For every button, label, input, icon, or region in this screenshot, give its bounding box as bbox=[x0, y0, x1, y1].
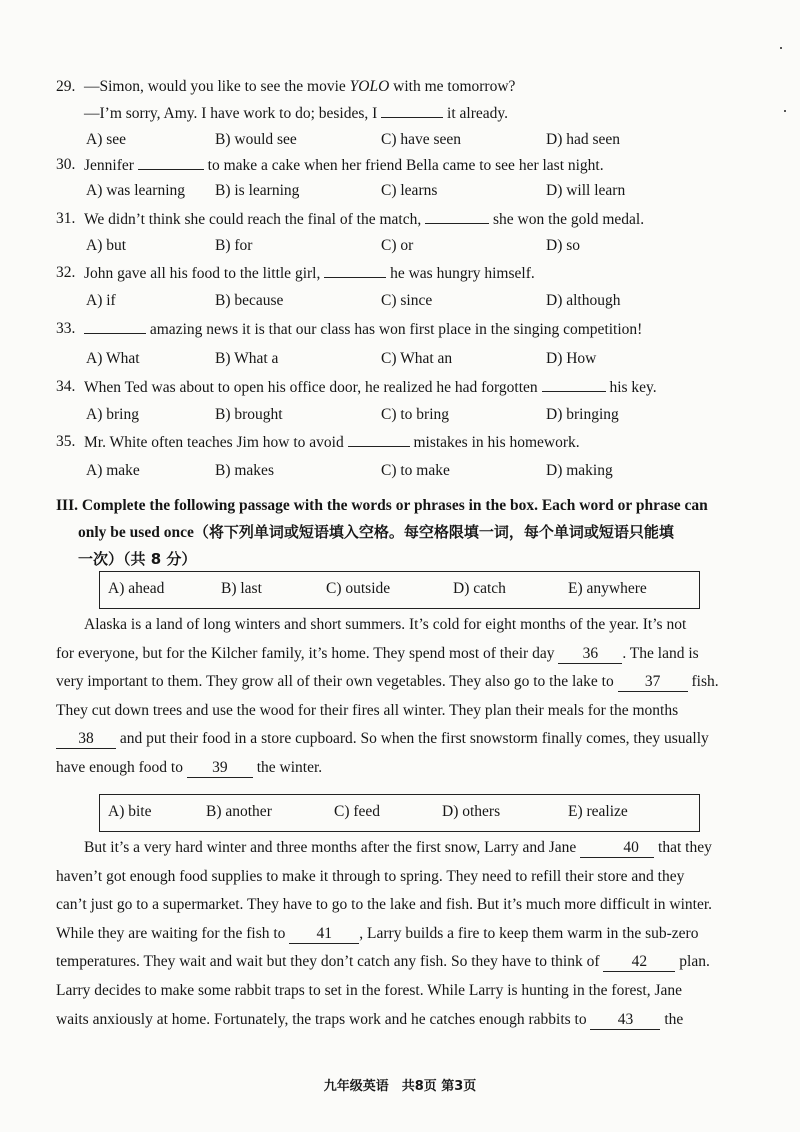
passage-2: But it’s a very hard winter and three months after the first snow, Larry and Jane 40 that they haven’t got enough food supplies to make it through to spring. They need to refill their store and they can’t just go to a supermarket. They have to go to the lake and fish. But it’s much more difficult in winter. While they are waiting for the fish to 41 , Larry builds a fire to keep them warm in the sub-zero temperatures. They wait and wait but they don’t catch any fish. So they have to think of 42 plan. Larry decides to make some rabbit traps to set in the forest. While Larry is hunting in the forest, Jane waits anxiously at home. Fortunately, the traps work and he catches enough rabbits to 43 the bbox=[56, 839, 713, 1028]
option-d: D) How bbox=[546, 350, 597, 367]
blank-36[interactable]: 36 bbox=[558, 645, 622, 664]
option-c: C) or bbox=[381, 237, 414, 254]
option-d: D) so bbox=[546, 237, 581, 254]
option-a: A) bring bbox=[86, 406, 139, 423]
blank-43[interactable]: 43 bbox=[590, 1011, 660, 1030]
word-option: D) catch bbox=[453, 580, 506, 597]
passage-1: Alaska is a land of long winters and short summers. It’s cold for eight months of the year. It’s not for everyone, but for the Kilcher family, it’s home. They spend most of their day 36 . The land is very important to them. They grow all of their own vegetables. They also go to the lake to 37 fish. They cut down trees and use the wood for their fires all winter. They plan their meals for the months 38 and put their food in a store cupboard. So when the first snowstorm finally comes, they usually have enough food to 39 the winter. bbox=[56, 616, 719, 776]
option-b: B) What a bbox=[215, 350, 279, 367]
option-b: B) brought bbox=[215, 406, 283, 423]
option-c: C) have seen bbox=[381, 131, 462, 148]
option-d: D) making bbox=[546, 462, 613, 479]
option-c: C) to make bbox=[381, 462, 450, 479]
option-a: A) What bbox=[86, 350, 140, 367]
scan-speck bbox=[780, 47, 782, 49]
blank-38[interactable]: 38 bbox=[56, 730, 116, 749]
option-b: B) makes bbox=[215, 462, 274, 479]
option-b: B) because bbox=[215, 292, 284, 309]
option-a: A) make bbox=[86, 462, 140, 479]
option-c: C) since bbox=[381, 292, 433, 309]
option-d: D) had seen bbox=[546, 131, 621, 148]
word-option: E) anywhere bbox=[568, 580, 647, 597]
option-c: C) to bring bbox=[381, 406, 450, 423]
question-stem: amazing news it is that our class has won first place in the singing competition! bbox=[84, 319, 642, 340]
option-c: C) learns bbox=[381, 182, 438, 199]
question-stem-line2: —I’m sorry, Amy. I have work to do; besides, I it already. bbox=[84, 105, 509, 122]
question-stem: —Simon, would you like to see the movie YOLO with me tomorrow? bbox=[84, 78, 516, 95]
option-d: D) bringing bbox=[546, 406, 619, 423]
option-c: C) What an bbox=[381, 350, 453, 367]
option-b: B) is learning bbox=[215, 182, 300, 199]
blank-39[interactable]: 39 bbox=[187, 759, 253, 778]
scan-speck bbox=[784, 110, 786, 112]
question-number: 35. bbox=[56, 433, 76, 450]
blank-40[interactable]: 40 bbox=[580, 839, 654, 858]
blank-42[interactable]: 42 bbox=[603, 953, 675, 972]
word-option: A) bite bbox=[108, 803, 152, 820]
blank-41[interactable]: 41 bbox=[289, 925, 359, 944]
question-number: 33. bbox=[56, 320, 76, 337]
word-option: B) another bbox=[206, 803, 272, 820]
option-a: A) see bbox=[86, 131, 127, 148]
option-a: A) if bbox=[86, 292, 116, 309]
question-stem: Mr. White often teaches Jim how to avoid mistakes in his homework. bbox=[84, 434, 580, 451]
question-number: 34. bbox=[56, 378, 76, 395]
word-option: A) ahead bbox=[108, 580, 165, 597]
option-a: A) but bbox=[86, 237, 127, 254]
word-option: C) feed bbox=[334, 803, 381, 820]
word-option: E) realize bbox=[568, 803, 628, 820]
question-stem: When Ted was about to open his office door, he realized he had forgotten his key. bbox=[84, 379, 657, 396]
blank-37[interactable]: 37 bbox=[618, 673, 688, 692]
question-number: 31. bbox=[56, 210, 76, 227]
word-box-2 bbox=[99, 794, 700, 832]
word-box-1 bbox=[99, 571, 700, 609]
question-stem: John gave all his food to the little girl, he was hungry himself. bbox=[84, 265, 535, 282]
option-b: B) would see bbox=[215, 131, 297, 148]
option-a: A) was learning bbox=[86, 182, 185, 199]
question-number: 32. bbox=[56, 264, 76, 281]
option-b: B) for bbox=[215, 237, 253, 254]
word-option: B) last bbox=[221, 580, 262, 597]
question-number: 29. bbox=[56, 78, 76, 95]
section-title: III. Complete the following passage with the words or phrases in the box. Each word or phrase can only be used once（将下列单词或短语填入空格。每空格限填一词，每个单词或短语只能填 一次）（共 8 分） bbox=[56, 497, 708, 568]
option-d: D) will learn bbox=[546, 182, 626, 199]
word-option: C) outside bbox=[326, 580, 391, 597]
question-stem: Jennifer to make a cake when her friend Bella came to see her last night. bbox=[84, 157, 604, 174]
word-option: D) others bbox=[442, 803, 501, 820]
page-footer: 九年级英语 共8页 第3页 bbox=[323, 1079, 477, 1094]
question-stem: We didn’t think she could reach the final of the match, she won the gold medal. bbox=[84, 211, 645, 228]
question-number: 30. bbox=[56, 156, 76, 173]
option-d: D) although bbox=[546, 292, 621, 309]
